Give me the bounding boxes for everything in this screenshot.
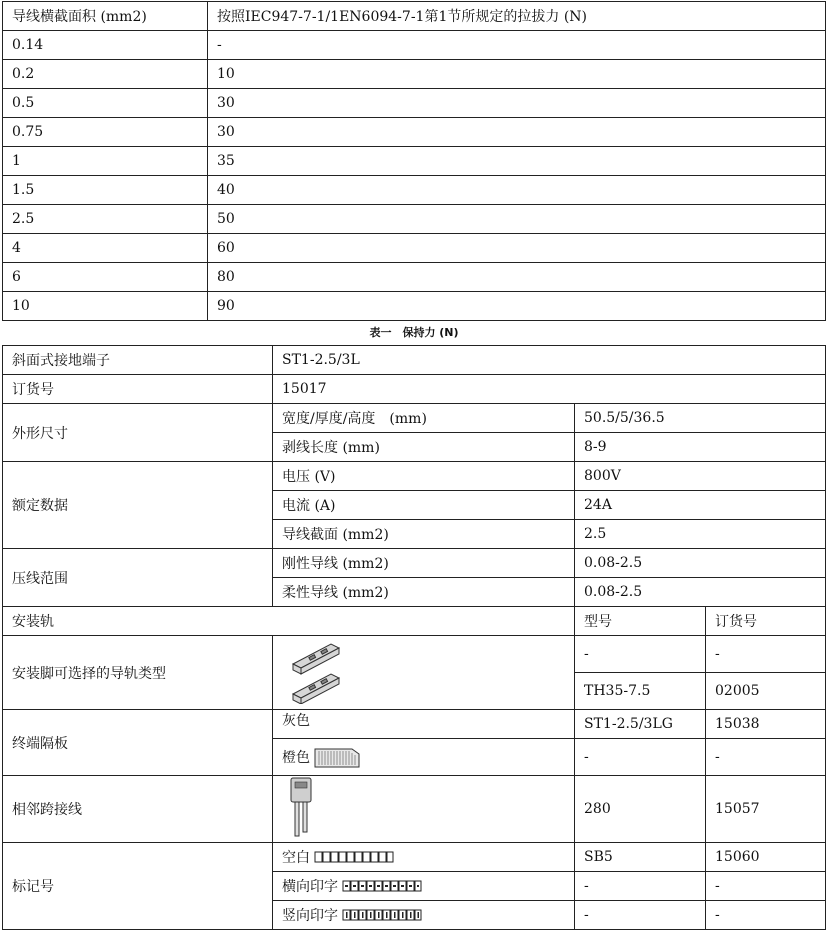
rail-image-cell — [273, 636, 575, 710]
jumper-label: 相邻跨接线 — [3, 776, 273, 843]
cross-section-cell: 1 — [3, 147, 208, 176]
cross-section-cell: 10 — [3, 292, 208, 321]
marker-label: 标记号 — [3, 843, 273, 930]
table-row — [3, 147, 826, 176]
jumper-model: 280 — [575, 776, 706, 843]
cross-section-cell: 0.5 — [3, 89, 208, 118]
order-cell: - — [706, 872, 826, 901]
rail-type-label: 安装脚可选择的导轨类型 — [3, 636, 273, 710]
spec-value: 0.08-2.5 — [575, 549, 826, 578]
spec-value: 0.08-2.5 — [575, 578, 826, 607]
model-cell: - — [575, 901, 706, 930]
table-row — [3, 636, 826, 673]
model-cell: TH35-7.5 — [575, 673, 706, 710]
marker-vertical-label: 竖向印字 — [282, 908, 338, 924]
spec-value: 24A — [575, 491, 826, 520]
marker-blank-label: 空白 — [282, 850, 310, 866]
order-row — [3, 375, 826, 404]
order-cell: - — [706, 636, 826, 673]
model-cell: - — [575, 872, 706, 901]
marker-blank-icon — [314, 851, 394, 863]
cross-section-cell: 0.14 — [3, 31, 208, 60]
spec-label: 剥线长度 (mm) — [273, 433, 575, 462]
cross-section-cell: 0.75 — [3, 118, 208, 147]
spec-label: 刚性导线 (mm2) — [273, 549, 575, 578]
table-row — [3, 234, 826, 263]
spec-label: 柔性导线 (mm2) — [273, 578, 575, 607]
pull-force-cell: 30 — [208, 118, 826, 147]
table-row — [3, 710, 826, 739]
table-row — [3, 549, 826, 578]
table-row — [3, 404, 826, 433]
cross-section-cell: 4 — [3, 234, 208, 263]
accessory-header-row — [3, 607, 826, 636]
order-cell: 15060 — [706, 843, 826, 872]
model-cell: SB5 — [575, 843, 706, 872]
spec-label: 电压 (V) — [273, 462, 575, 491]
cross-section-cell: 6 — [3, 263, 208, 292]
pull-force-cell: 40 — [208, 176, 826, 205]
order-label: 订货号 — [3, 375, 273, 404]
table-row — [3, 843, 826, 872]
pull-force-cell: 35 — [208, 147, 826, 176]
order-cell: 15038 — [706, 710, 826, 739]
table-row — [3, 462, 826, 491]
cross-section-cell: 1.5 — [3, 176, 208, 205]
pull-force-cell: 30 — [208, 89, 826, 118]
spec-label: 宽度/厚度/高度 (mm) — [273, 404, 575, 433]
rated-group-label: 额定数据 — [3, 462, 273, 549]
order-cell: - — [706, 901, 826, 930]
pull-force-cell: 90 — [208, 292, 826, 321]
marker-horizontal-icon — [342, 880, 422, 892]
table-row — [3, 176, 826, 205]
end-plate-label: 终端隔板 — [3, 710, 273, 776]
table-row — [3, 263, 826, 292]
rail-label: 安装轨 — [3, 607, 575, 636]
spec-value: 800V — [575, 462, 826, 491]
pull-force-cell: - — [208, 31, 826, 60]
spec-label: 导线截面 (mm2) — [273, 520, 575, 549]
table-header-row — [3, 2, 826, 31]
product-value: ST1-2.5/3L — [273, 346, 826, 375]
din-rail-icon — [287, 638, 351, 704]
product-label: 斜面式接地端子 — [3, 346, 273, 375]
end-plate-orange-label: 橙色 — [282, 750, 310, 766]
pull-force-cell: 80 — [208, 263, 826, 292]
marker-vertical-icon — [342, 909, 422, 921]
header-pull-force: 按照IEC947-7-1/1EN6094-7-1第1节所规定的拉拔力 (N) — [208, 2, 826, 31]
table-row — [3, 60, 826, 89]
table-row — [3, 776, 826, 843]
cross-section-cell: 2.5 — [3, 205, 208, 234]
crimp-group-label: 压线范围 — [3, 549, 273, 607]
spec-label: 电流 (A) — [273, 491, 575, 520]
dimension-group-label: 外形尺寸 — [3, 404, 273, 462]
order-cell: 02005 — [706, 673, 826, 710]
spec-value: 50.5/5/36.5 — [575, 404, 826, 433]
end-plate-gray-label: 灰色 — [273, 710, 575, 739]
model-cell: - — [575, 739, 706, 776]
table-caption: 表一 保持力 (N) — [369, 326, 459, 339]
pull-force-cell: 50 — [208, 205, 826, 234]
order-header: 订货号 — [706, 607, 826, 636]
order-cell: - — [706, 739, 826, 776]
table-row — [3, 205, 826, 234]
model-cell: - — [575, 636, 706, 673]
product-row — [3, 346, 826, 375]
pull-force-cell: 60 — [208, 234, 826, 263]
table-row — [3, 292, 826, 321]
model-header: 型号 — [575, 607, 706, 636]
table-row — [3, 118, 826, 147]
end-plate-icon — [314, 746, 360, 768]
order-value: 15017 — [273, 375, 826, 404]
cross-section-cell: 0.2 — [3, 60, 208, 89]
model-cell: ST1-2.5/3LG — [575, 710, 706, 739]
spec-value: 2.5 — [575, 520, 826, 549]
spec-table — [2, 345, 826, 930]
pull-force-cell: 10 — [208, 60, 826, 89]
table-row — [3, 31, 826, 60]
jumper-icon — [287, 776, 317, 838]
table-row — [3, 89, 826, 118]
pull-force-table — [2, 1, 826, 321]
jumper-order: 15057 — [706, 776, 826, 843]
marker-horizontal-label: 横向印字 — [282, 879, 338, 895]
header-cross-section: 导线横截面积 (mm2) — [3, 2, 208, 31]
spec-value: 8-9 — [575, 433, 826, 462]
